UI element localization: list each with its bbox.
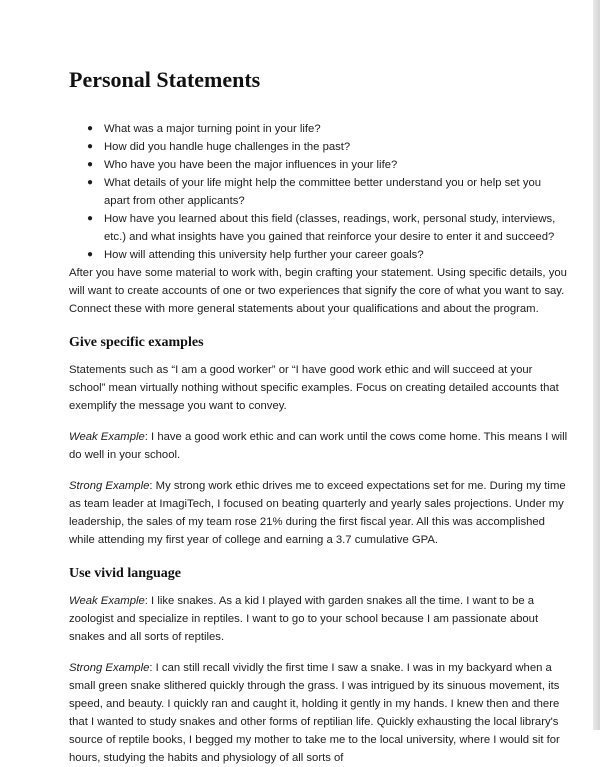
bullet-icon: ● [87,249,94,260]
page-edge [593,0,600,730]
weak-example-1: Weak Example: I have a good work ethic and can work until the cows come home. This means I will do well in your school. [69,431,568,461]
strong-example-2: Strong Example: I can still recall vividly the first time I saw a snake. I was in my backyard when a small green snake slithered quickly through the grass. I was intrigued by its sinuous movement, its speed, and beauty. I quickly ran and caught it, holding it gently in my hands. I knew then and there that I wanted to study snakes and other forms of reptilian life. Quickly exhausting the local library's source of reptile books, I begged my mother to take me to the local university, where I would sit for hours, studying the habits and physiology of all sorts of [69,662,560,764]
strong-example-label: Strong Example [69,480,150,492]
list-item: ● How did you handle huge challenges in the past? [69,138,569,156]
bullet-icon: ● [87,141,94,152]
list-item: ● How will attending this university help further your career goals? [69,246,569,264]
bullet-icon: ● [87,159,94,170]
weak-example-label: Weak Example [69,431,145,443]
list-item: ● What was a major turning point in your life? [69,120,569,138]
bullet-icon: ● [87,213,94,224]
weak-example-label: Weak Example [69,595,145,607]
section-heading-examples: Give specific examples [69,335,204,350]
list-item: ● How have you learned about this field (classes, readings, work, personal study, interviews, etc.) and what insights have you gained that reinforce your desire to enter it and succeed? [69,210,569,246]
document-content [69,66,569,767]
examples-paragraph: Statements such as “I am a good worker” or “I have good work ethic and will succeed at your school” mean virtually nothing without specific examples. Focus on creating detailed accounts that exemplify the message you want to convey. [69,364,559,412]
bullet-icon: ● [87,123,94,134]
strong-example-label: Strong Example [69,662,150,674]
weak-example-2: Weak Example: I like snakes. As a kid I played with garden snakes all the time. I want to be a zoologist and specialize in reptiles. I want to go to your school because I am passionate about snakes and all sorts of reptiles. [69,595,539,643]
question-list [69,120,569,264]
section-heading-vivid: Use vivid language [69,566,182,581]
bullet-icon: ● [87,177,94,188]
page-title: Personal Statements [69,67,261,92]
intro-paragraph: After you have some material to work with, begin crafting your statement. Using specific details, you will want to create accounts of one or two experiences that signify the core of what you want to say. Connect these with more general statements about your qualifications and about the program. [69,267,567,315]
strong-example-1: Strong Example: My strong work ethic drives me to exceed expectations set for me. During my time as team leader at ImagiTech, I focused on beating quarterly and yearly sales projections. Under my leadership, the sales of my team rose 21% during the first fiscal year. All this was accomplished while attending my first year of college and earning a 3.7 cumulative GPA. [69,480,566,546]
list-item: ● What details of your life might help the committee better understand you or help set you apart from other applicants? [69,174,569,210]
list-item: ● Who have you have been the major influences in your life? [69,156,569,174]
